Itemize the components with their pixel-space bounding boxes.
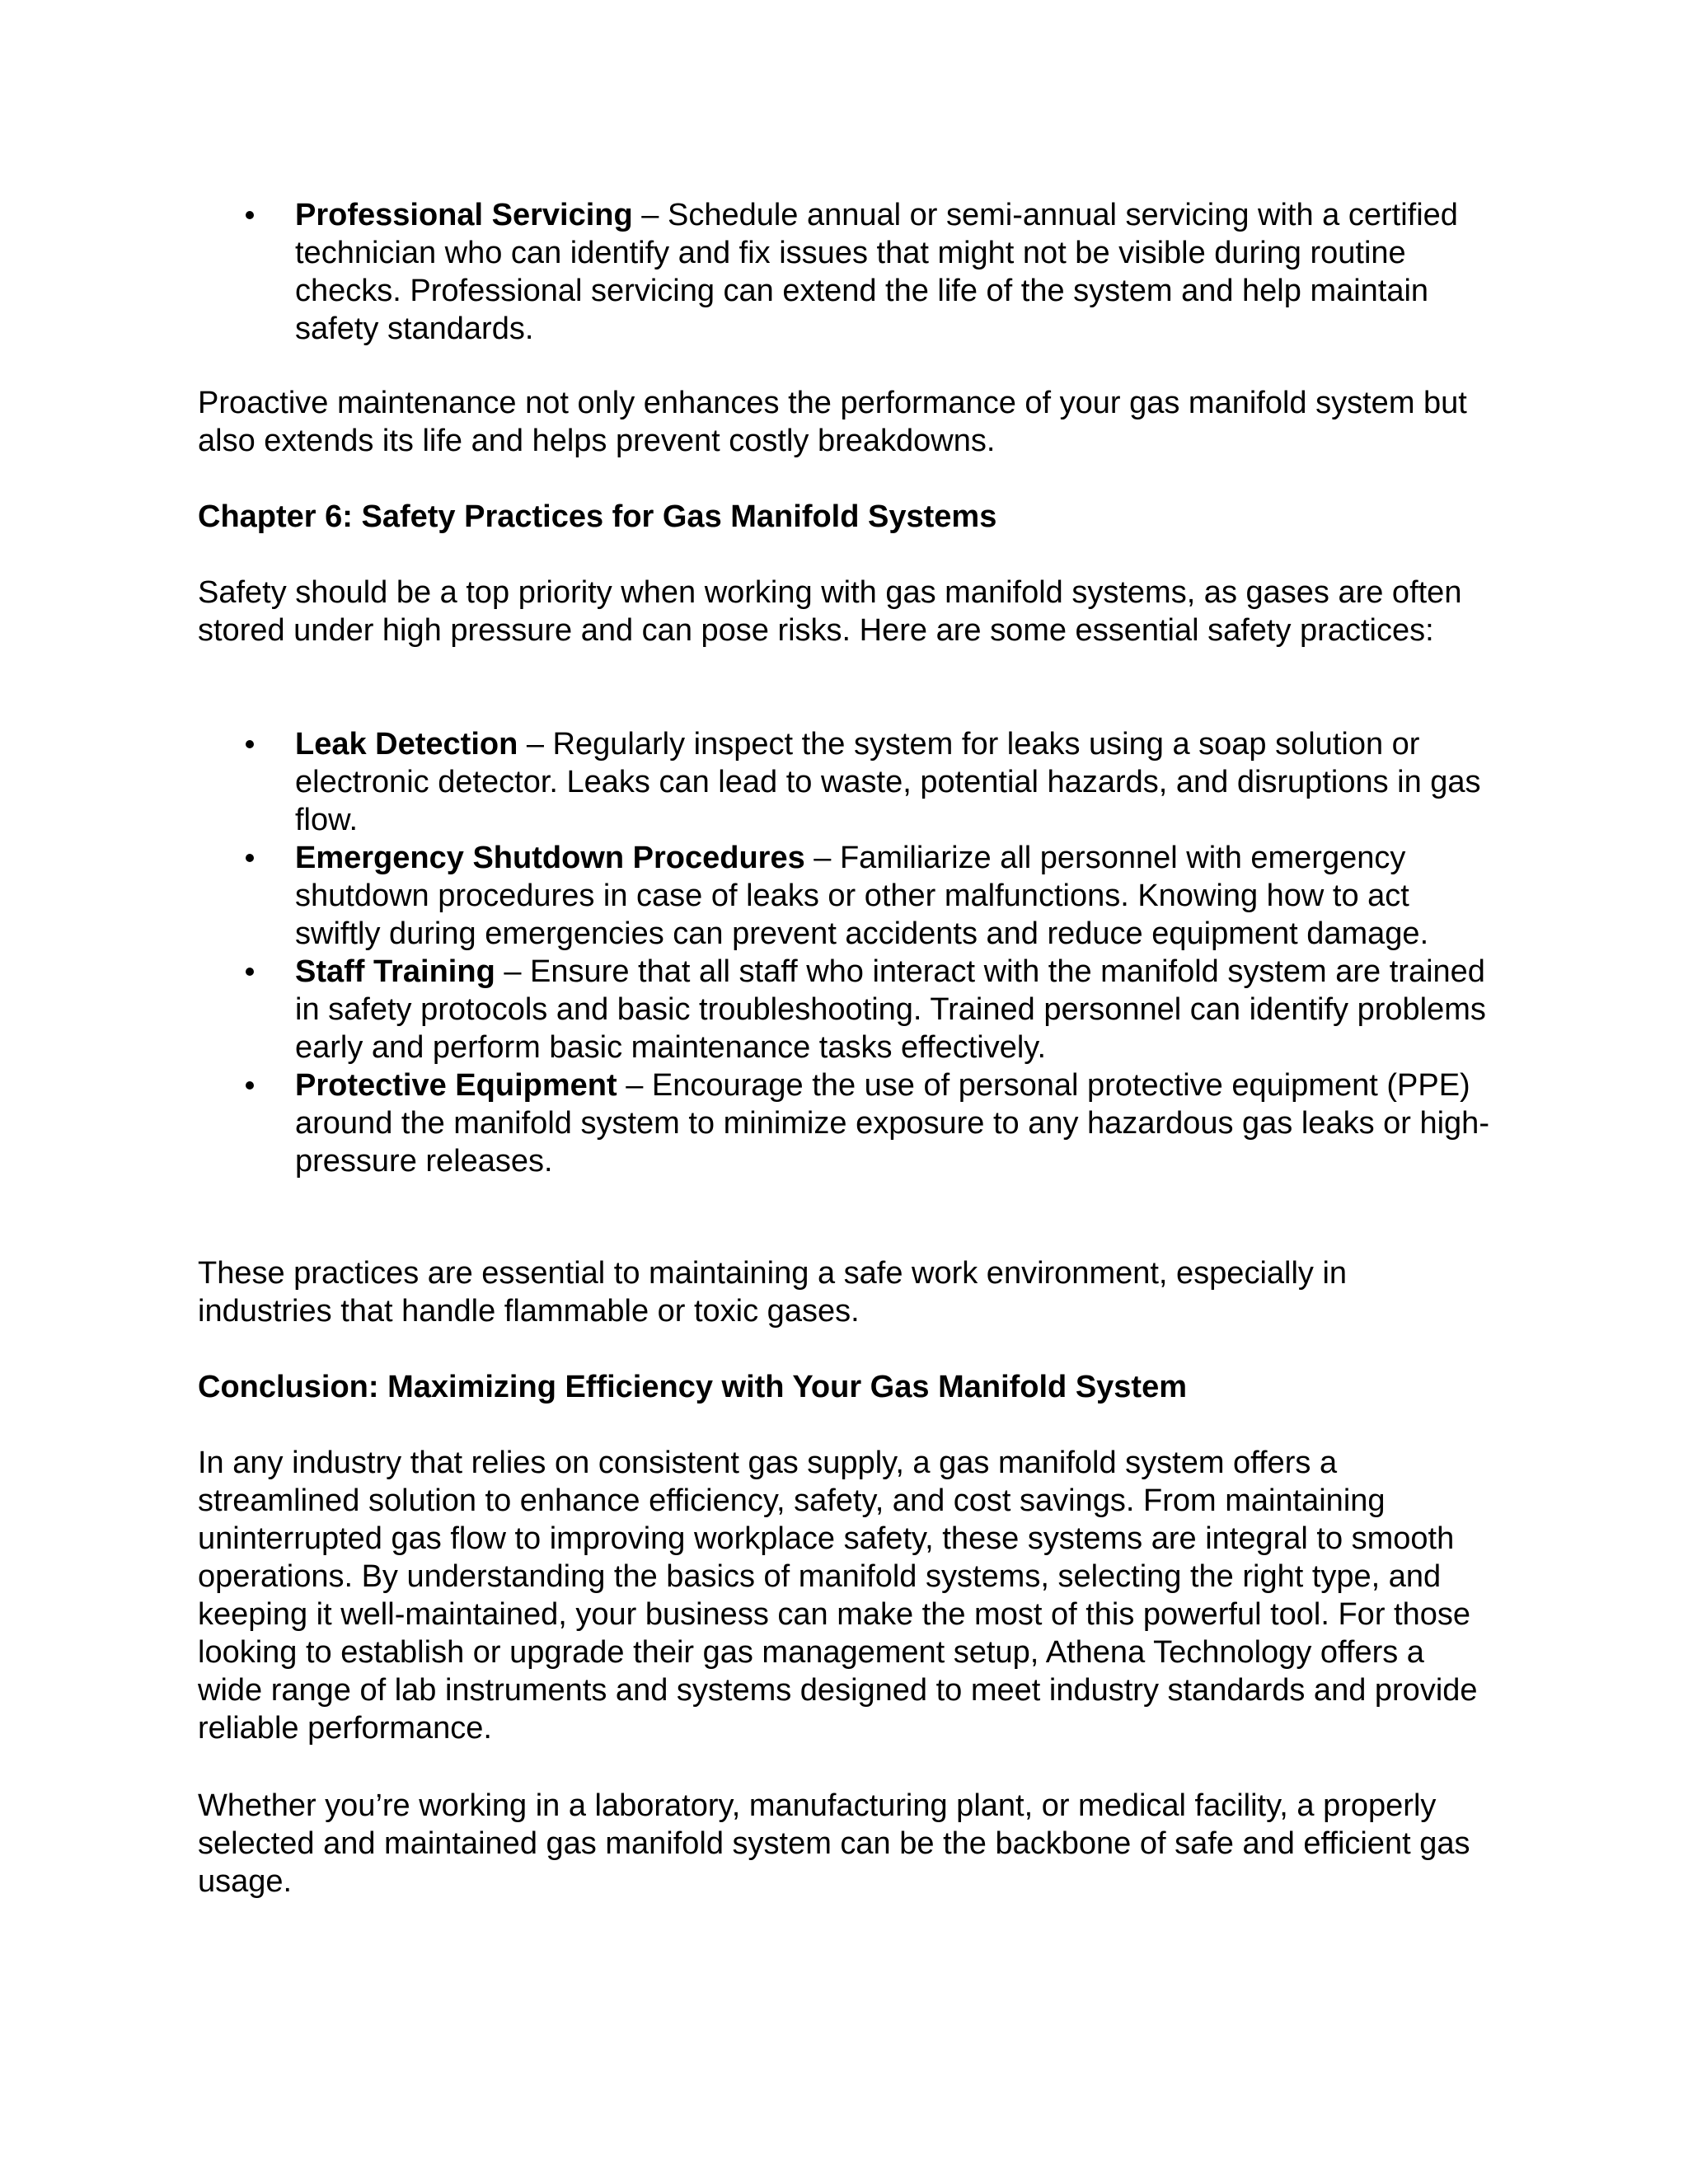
bullet-icon (246, 1081, 254, 1090)
bullet-term: Emergency Shutdown Procedures (295, 841, 805, 875)
conclusion-paragraph-1: In any industry that relies on consistent gas supply, a gas manifold system offers a streamlined solution to enhance efficiency, safety, and cost savings. From maintaining uninterrupted gas flow to improving workplace safety, these systems are integral to smooth operations. By understanding the basics of manifold systems, selecting the right type, and keeping it well-maintained, your business can make the most of this powerful tool. For those looking to establish or upgrade their gas management setup, Athena Technology offers a wide range of lab instruments and systems designed to meet industry standards and provide reliable performance. (198, 1446, 1478, 1746)
chapter-6-intro: Safety should be a top priority when working with gas manifold systems, as gases are often stored under high pressure and can pose risks. Here are some essential safety practices: (198, 575, 1462, 648)
bullet-term: Leak Detection (295, 727, 518, 762)
bullet-term: Professional Servicing (295, 198, 633, 232)
proactive-paragraph: Proactive maintenance not only enhances the performance of your gas manifold system but also extends its life and helps prevent costly breakdowns. (198, 386, 1467, 458)
bullet-text: – Encourage the use of personal protective equipment (PPE) around the manifold system to minimize exposure to any hazardous gas leaks or high-pressure releases. (295, 1068, 1489, 1179)
chapter-6-heading: Chapter 6: Safety Practices for Gas Manifold Systems (198, 499, 997, 534)
bullet-icon (246, 211, 254, 219)
list-item (198, 839, 1500, 953)
bullet-text: – Ensure that all staff who interact with the manifold system are trained in safety protocols and basic troubleshooting. Trained personnel can identify problems early and perform basic maintenance tasks effectively. (295, 954, 1486, 1065)
bullet-icon (246, 968, 254, 976)
list-item (198, 953, 1500, 1066)
safety-bullet-list (198, 725, 1500, 1180)
conclusion-heading: Conclusion: Maximizing Efficiency with Your Gas Manifold System (198, 1370, 1188, 1404)
bullet-text: – Familiarize all personnel with emergency shutdown procedures in case of leaks or other malfunctions. Knowing how to act swiftly during emergencies can prevent accidents and reduce equipment damage. (295, 841, 1429, 951)
list-item (198, 196, 1500, 348)
bullet-text: – Schedule annual or semi-annual servicing with a certified technician who can identify and fix issues that might not be visible during routine checks. Professional servicing can extend the life of the system and help maintain safety standards. (295, 198, 1458, 346)
maintenance-bullet-list (198, 196, 1500, 348)
bullet-icon (246, 740, 254, 748)
bullet-term: Protective Equipment (295, 1068, 617, 1103)
chapter-6-closing: These practices are essential to maintaining a safe work environment, especially in industries that handle flammable or toxic gases. (198, 1256, 1348, 1329)
conclusion-paragraph-2: Whether you’re working in a laboratory, manufacturing plant, or medical facility, a properly selected and maintained gas manifold system can be the backbone of safe and efficient gas usage. (198, 1788, 1470, 1899)
bullet-icon (246, 854, 254, 862)
bullet-text: – Regularly inspect the system for leaks using a soap solution or electronic detector. Leaks can lead to waste, potential hazards, and disruptions in gas flow. (295, 727, 1481, 837)
list-item (198, 1066, 1500, 1180)
bullet-term: Staff Training (295, 954, 495, 989)
list-item (198, 725, 1500, 839)
